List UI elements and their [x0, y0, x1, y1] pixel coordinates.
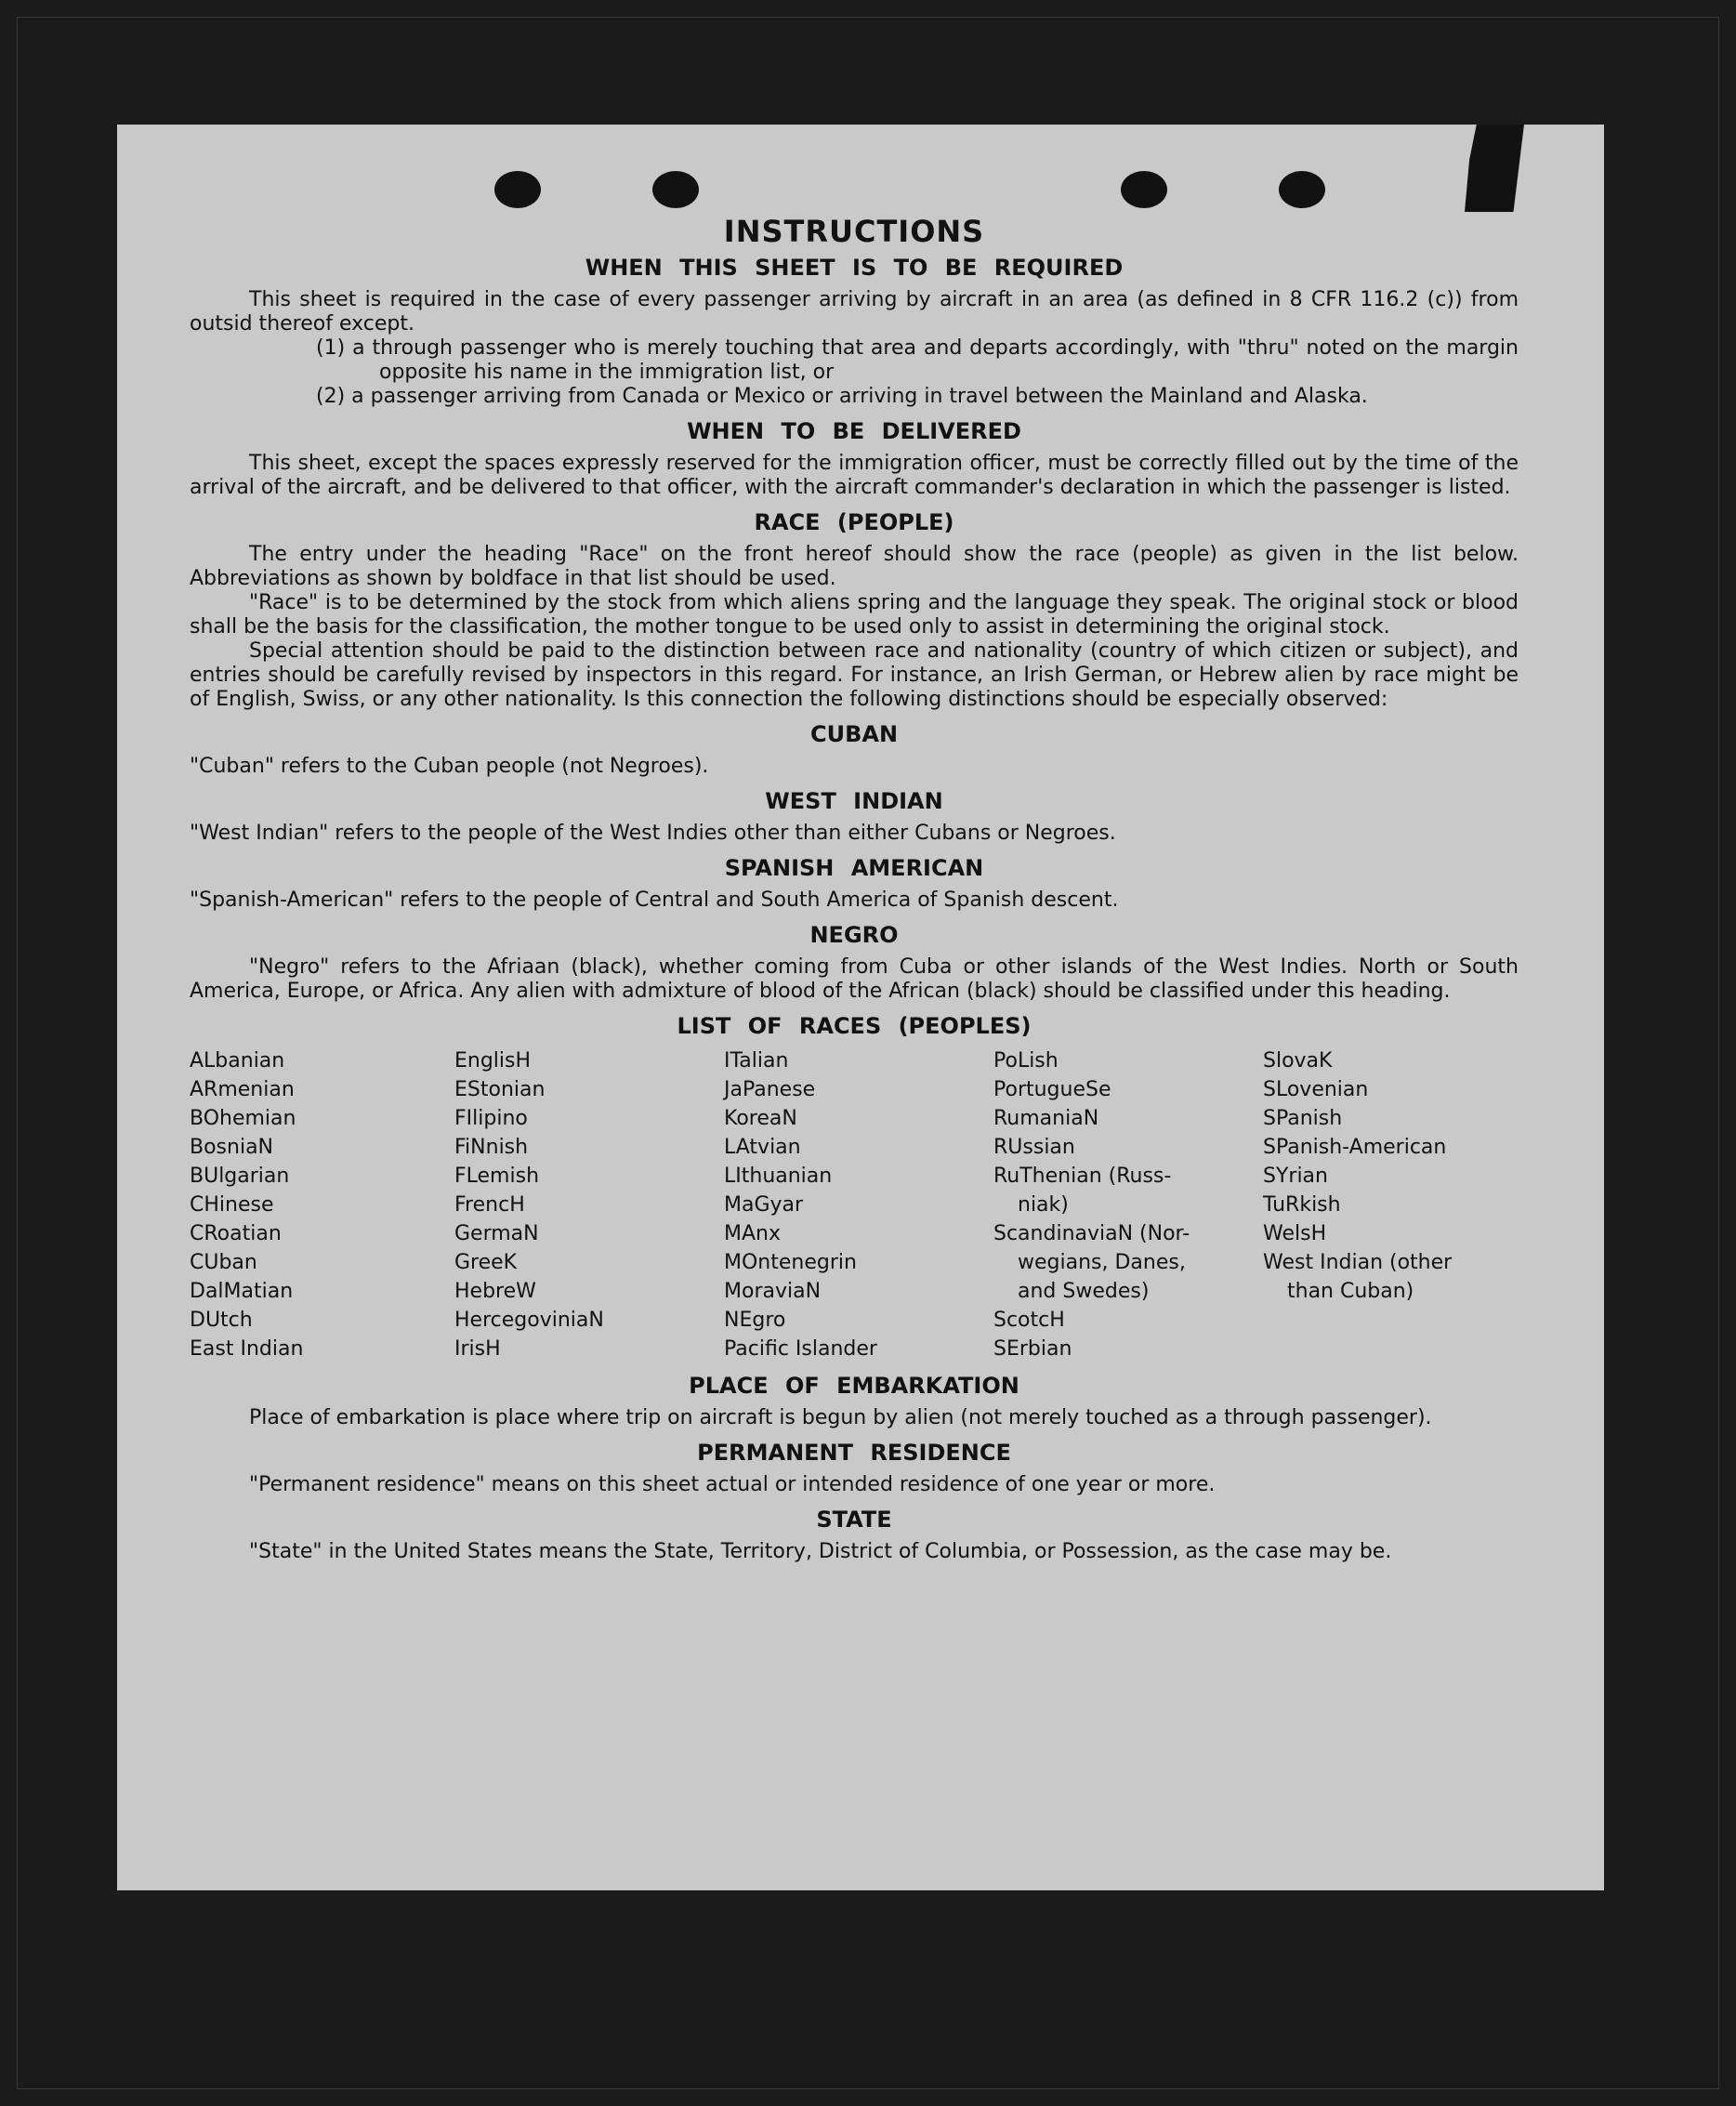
heading-race: RACE (PEOPLE) [754, 509, 954, 535]
race-list-item: CHinese [190, 1193, 274, 1217]
race-list-item: SlovaK [1263, 1049, 1333, 1073]
race-list-item: ITalian [724, 1049, 789, 1073]
race-list-item: MAnx [724, 1222, 781, 1245]
race-list-item: GermaN [454, 1222, 539, 1245]
heading-embarkation: PLACE OF EMBARKATION [689, 1373, 1019, 1399]
heading-negro: NEGRO [809, 922, 899, 948]
race-list-item: TuRkish [1263, 1193, 1341, 1217]
race-list-item: ScandinaviaN (Nor- [993, 1222, 1190, 1245]
race-list-item: KoreaN [724, 1107, 797, 1130]
state-text: "State" in the United States means the State, Territory, District of Columbia, or Possession, as the case may be. [249, 1540, 1392, 1563]
race-list-item: SLovenian [1263, 1078, 1369, 1101]
heading-when-required: WHEN THIS SHEET IS TO BE REQUIRED [585, 255, 1124, 281]
race-list-item: SErbian [993, 1337, 1072, 1361]
race-list-item: MaGyar [724, 1193, 804, 1217]
race-column-2 [454, 1046, 724, 1363]
punch-hole [494, 171, 541, 208]
race-list-item: LIthuanian [724, 1165, 833, 1188]
race-list-item: West Indian (other [1263, 1251, 1453, 1274]
race-column-3 [724, 1046, 993, 1363]
race-list-item: GreeK [454, 1251, 518, 1274]
when-required-item-2: (2) a passenger arriving from Canada or Mexico or arriving in travel between the Mainland and Alaska. [316, 385, 1368, 408]
race-list-item: FiNnish [454, 1136, 529, 1159]
race-list-item: CUban [190, 1251, 257, 1274]
race-list-item: CRoatian [190, 1222, 282, 1245]
race-list-item: RumaniaN [993, 1107, 1099, 1130]
heading-permanent-residence: PERMANENT RESIDENCE [697, 1440, 1011, 1466]
race-list-item: than Cuban) [1287, 1280, 1414, 1303]
race-list-item: BosniaN [190, 1136, 274, 1159]
race-list-item: BUlgarian [190, 1165, 290, 1188]
race-list-item: WelsH [1263, 1222, 1327, 1245]
spanish-american-text: "Spanish-American" refers to the people of Central and South America of Spanish descent. [190, 888, 1119, 912]
punch-hole [1121, 171, 1167, 208]
race-list-item: FIlipino [454, 1107, 528, 1130]
race-list-item: ALbanian [190, 1049, 285, 1073]
race-list-item: MOntenegrin [724, 1251, 857, 1274]
race-list-item: HebreW [454, 1280, 536, 1303]
race-paragraph-2: "Race" is to be determined by the stock from which aliens spring and the language they speak. The original stock or blood shall be the basis for the classification, the mother tongue to be used only to assist in determining the original stock. [190, 591, 1519, 638]
race-list-item: MoraviaN [724, 1280, 822, 1303]
when-delivered-text: This sheet, except the spaces expressly reserved for the immigration officer, must be correctly filled out by the time of the arrival of the aircraft, and be delivered to that officer, with the aircraft commander's declaration in which the passenger is listed. [190, 452, 1519, 499]
heading-spanish-american: SPANISH AMERICAN [724, 855, 984, 881]
race-list-item: LAtvian [724, 1136, 801, 1159]
race-column-4 [993, 1046, 1263, 1363]
race-list-item: HercegoviniaN [454, 1309, 604, 1332]
race-list-item: RuThenian (Russ- [993, 1165, 1172, 1188]
race-list-item: EStonian [454, 1078, 546, 1101]
race-column-5 [1263, 1046, 1519, 1363]
heading-west-indian: WEST INDIAN [765, 788, 943, 814]
race-list-item: ScotcH [993, 1309, 1065, 1332]
race-list-item: wegians, Danes, [1018, 1251, 1186, 1274]
race-list-item: DUtch [190, 1309, 253, 1332]
cuban-text: "Cuban" refers to the Cuban people (not Negroes). [190, 755, 709, 778]
race-paragraph-1: The entry under the heading "Race" on the front hereof should show the race (people) as given in the list below. Abbreviations as shown by boldface in that list should be used. [190, 543, 1519, 590]
negro-text: "Negro" refers to the Afriaan (black), whether coming from Cuba or other islands of the West Indies. North or South America, Europe, or Africa. Any alien with admixture of blood of the African (black) should be classified under this heading. [190, 955, 1519, 1003]
race-list-item: BOhemian [190, 1107, 296, 1130]
torn-corner [1465, 125, 1524, 212]
punch-hole [652, 171, 699, 208]
page-title: INSTRUCTIONS [723, 214, 985, 249]
race-list-item: and Swedes) [1018, 1280, 1150, 1303]
race-list-item: DalMatian [190, 1280, 294, 1303]
race-list-item: SPanish-American [1263, 1136, 1447, 1159]
heading-state: STATE [816, 1507, 892, 1533]
race-list-item: FLemish [454, 1165, 540, 1188]
race-list-item: NEgro [724, 1309, 786, 1332]
race-list-item: SPanish [1263, 1107, 1343, 1130]
heading-list-of-races: LIST OF RACES (PEOPLES) [677, 1013, 1032, 1039]
race-list-item: ARmenian [190, 1078, 295, 1101]
race-list-item: East Indian [190, 1337, 304, 1361]
race-list-item: EnglisH [454, 1049, 532, 1073]
race-list-item: FrencH [454, 1193, 525, 1217]
instruction-sheet [117, 125, 1604, 1890]
when-required-item-1: (1) a through passenger who is merely touching that area and departs accordingly, with "thru" noted on the margin opposite his name in the immigration list, or [316, 336, 1519, 384]
race-list-item: IrisH [454, 1337, 501, 1361]
race-list-item: SYrian [1263, 1165, 1328, 1188]
race-list-item: niak) [1018, 1193, 1069, 1217]
race-list-item: Pacific Islander [724, 1337, 877, 1361]
when-required-intro: This sheet is required in the case of every passenger arriving by aircraft in an area (as defined in 8 CFR 116.2 (c)) from outsid thereof except. [190, 288, 1519, 336]
heading-when-delivered: WHEN TO BE DELIVERED [687, 418, 1021, 444]
heading-cuban: CUBAN [809, 721, 899, 747]
permanent-residence-text: "Permanent residence" means on this sheet actual or intended residence of one year or more. [249, 1473, 1216, 1496]
race-list-item: JaPanese [724, 1078, 816, 1101]
race-paragraph-3: Special attention should be paid to the distinction between race and nationality (country of which citizen or subject), and entries should be carefully revised by inspectors in this regard. For instance, an Irish German, or Hebrew alien by race might be of English, Swiss, or any other nationality. Is this connection the following distinctions should be especially observed: [190, 639, 1519, 711]
race-list-item: RUssian [993, 1136, 1075, 1159]
race-list [190, 1046, 1519, 1363]
west-indian-text: "West Indian" refers to the people of the West Indies other than either Cubans or Negroes. [190, 822, 1116, 845]
punch-hole [1279, 171, 1325, 208]
race-list-item: PortugueSe [993, 1078, 1111, 1101]
embarkation-text: Place of embarkation is place where trip on aircraft is begun by alien (not merely touched as a through passenger). [249, 1406, 1432, 1429]
race-list-item: PoLish [993, 1049, 1059, 1073]
race-column-1 [190, 1046, 454, 1363]
